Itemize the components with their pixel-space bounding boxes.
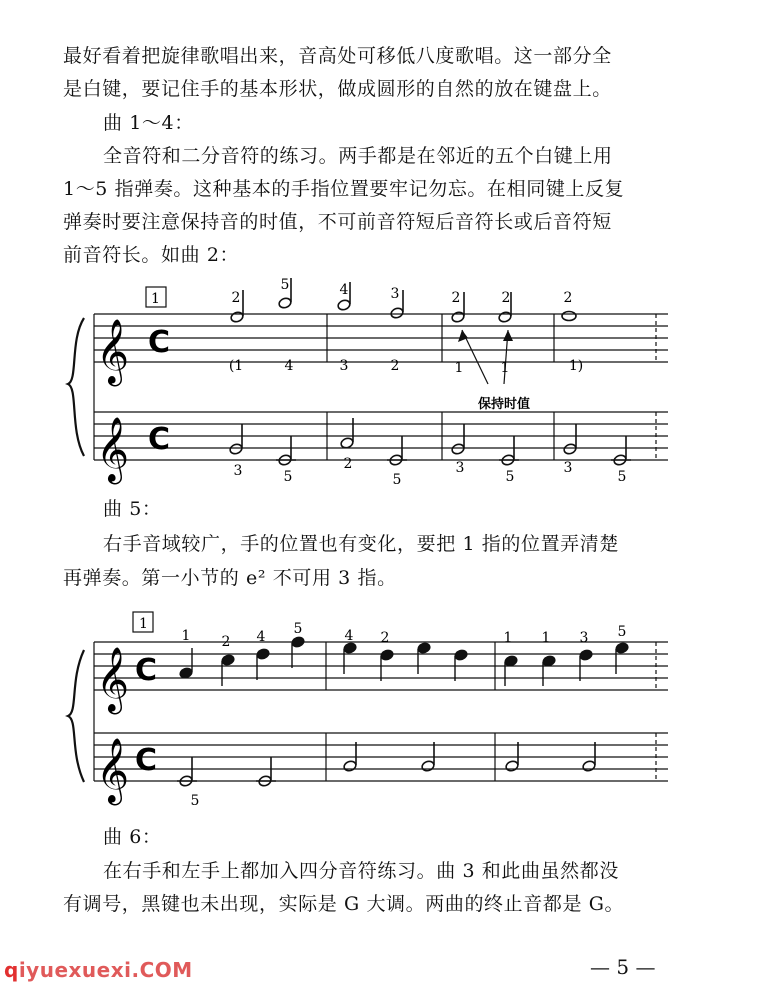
finger-rh-5: 2 — [451, 290, 461, 306]
alt-finger-4: 2 — [390, 358, 400, 374]
time-sig-lh-2: C — [135, 743, 158, 778]
treble-clef-icon-2: 𝄞 — [96, 647, 130, 712]
treble-clef-icon-lh: 𝄞 — [96, 417, 130, 482]
treble-clef-icon: 𝄞 — [96, 319, 130, 384]
heading-song-5: 曲 5： — [103, 498, 162, 520]
s2-finger-6: 2 — [380, 630, 390, 646]
brace-2 — [68, 650, 84, 782]
alt-finger-7: 1) — [568, 358, 584, 374]
finger-rh-6: 2 — [501, 290, 511, 306]
heading-songs-1-4: 曲 1～4： — [103, 112, 194, 134]
time-sig-rh: C — [148, 325, 171, 360]
para2-line2: 1～5 指弹奏。这种基本的手指位置要牢记勿忘。在相同键上反复 — [63, 178, 625, 200]
treble-clef-icon-lh-2: 𝄞 — [96, 738, 130, 803]
time-sig-rh-2: C — [135, 653, 158, 688]
lh-finger-8: 5 — [617, 469, 627, 485]
para1-line1: 最好看着把旋律歌唱出来，音高处可移低八度歌唱。这一部分全 — [63, 45, 612, 67]
page-number: — 5 — — [590, 955, 656, 979]
para4-line2: 有调号，黑键也未出现，实际是 G 大调。两曲的终止音都是 G。 — [63, 893, 625, 915]
alt-finger-5: 1 — [454, 360, 464, 376]
s2-finger-8: 1 — [541, 630, 551, 646]
finger-rh-1: 2 — [231, 290, 241, 306]
para2-line4: 前音符长。如曲 2： — [63, 244, 240, 266]
lh-finger-2: 2 — [343, 456, 353, 472]
para2-line3: 弹奏时要注意保持音的时值，不可前音符短后音符长或后音符短 — [63, 211, 612, 233]
lh-finger-4: 3 — [563, 460, 573, 476]
para3-line2: 再弹奏。第一小节的 e² 不可用 3 指。 — [63, 567, 397, 589]
para3-line1: 右手音域较广，手的位置也有变化，要把 1 指的位置弄清楚 — [103, 533, 619, 555]
lh-finger-6: 5 — [392, 472, 402, 488]
time-sig-lh: C — [148, 422, 171, 457]
lh-finger-5: 5 — [283, 469, 293, 485]
finger-rh-4: 3 — [390, 286, 400, 302]
measure-number-2: 1 — [139, 616, 148, 632]
s2-finger-3: 4 — [256, 629, 266, 645]
lh-finger-7: 5 — [505, 469, 515, 485]
sustain-annotation: 保持时值 — [478, 397, 531, 412]
lh-finger-3: 3 — [455, 460, 465, 476]
para2-line1: 全音符和二分音符的练习。两手都是在邻近的五个白键上用 — [103, 145, 613, 167]
alt-finger-2: 4 — [284, 358, 294, 374]
alt-finger-1: (1 — [228, 358, 244, 374]
alt-finger-3: 3 — [339, 358, 349, 374]
alt-finger-6: 1 — [500, 360, 510, 376]
finger-rh-2: 5 — [280, 277, 290, 293]
s2-finger-2: 2 — [221, 634, 231, 650]
measure-number: 1 — [151, 291, 160, 307]
s2-finger-10: 5 — [617, 624, 627, 640]
s2-finger-5: 4 — [344, 628, 354, 644]
s2-finger-4: 5 — [293, 621, 303, 637]
s2-finger-1: 1 — [181, 628, 191, 644]
s2-lh-finger-1: 5 — [190, 793, 200, 809]
s2-finger-9: 3 — [579, 630, 589, 646]
site-watermark: qiyuexuexi.COM — [4, 958, 193, 982]
heading-song-6: 曲 6： — [103, 826, 162, 848]
lh-finger-1: 3 — [233, 463, 243, 479]
finger-rh-3: 4 — [339, 282, 349, 298]
para4-line1: 在右手和左手上都加入四分音符练习。曲 3 和此曲虽然都没 — [103, 860, 619, 882]
s2-finger-7: 1 — [503, 630, 513, 646]
finger-rh-7: 2 — [563, 290, 573, 306]
para1-line2: 是白键，要记住手的基本形状，做成圆形的自然的放在键盘上。 — [63, 78, 612, 100]
